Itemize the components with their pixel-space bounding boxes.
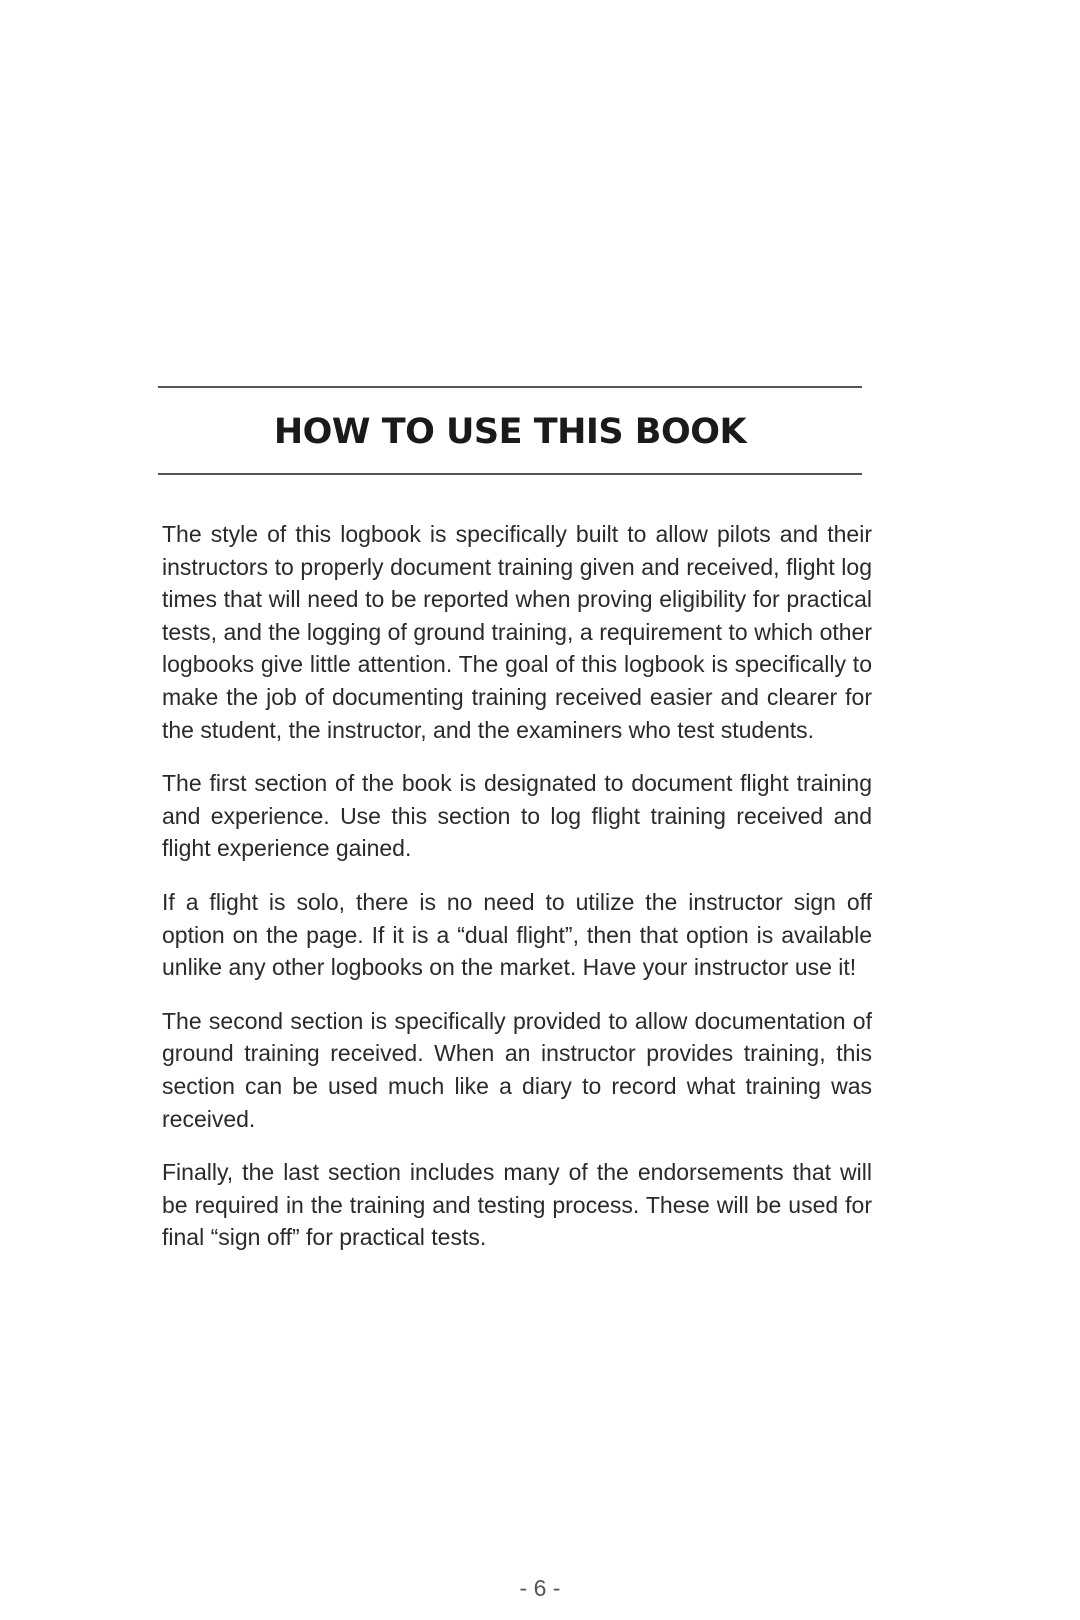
paragraph-5: Finally, the last section includes many of the endorsements that will be required in the training and testing process. These will be used for final “sign off” for practical tests.: [162, 1159, 872, 1251]
title-top-rule: [158, 386, 862, 388]
paragraph-1: The style of this logbook is specifically built to allow pilots and their instructors to properly document training given and received, flight log times that will need to be reported when proving eligibility for practical tests, and the logging of ground training, a requirement to which other logbooks give little attention. The goal of this logbook is specifically to make the job of documenting training received easier and clearer for the student, the instructor, and the examiners who test students.: [162, 521, 872, 743]
page-title: HOW TO USE THIS BOOK: [273, 412, 747, 452]
paragraph-2: The first section of the book is designated to document flight training and experience. Use this section to log flight training received and flight experience gained.: [162, 770, 872, 862]
body-text: [162, 518, 872, 1275]
paragraph-4: The second section is specifically provided to allow documentation of ground training received. When an instructor provides training, this section can be used much like a diary to record what training was received.: [162, 1007, 872, 1132]
title-bottom-rule: [158, 473, 862, 475]
paragraph-3: If a flight is solo, there is no need to utilize the instructor sign off option on the page. If it is a “dual flight”, then that option is available unlike any other logbooks on the market. Have your instructor use it!: [162, 888, 872, 981]
page-number: - 6 -: [519, 1575, 561, 1601]
